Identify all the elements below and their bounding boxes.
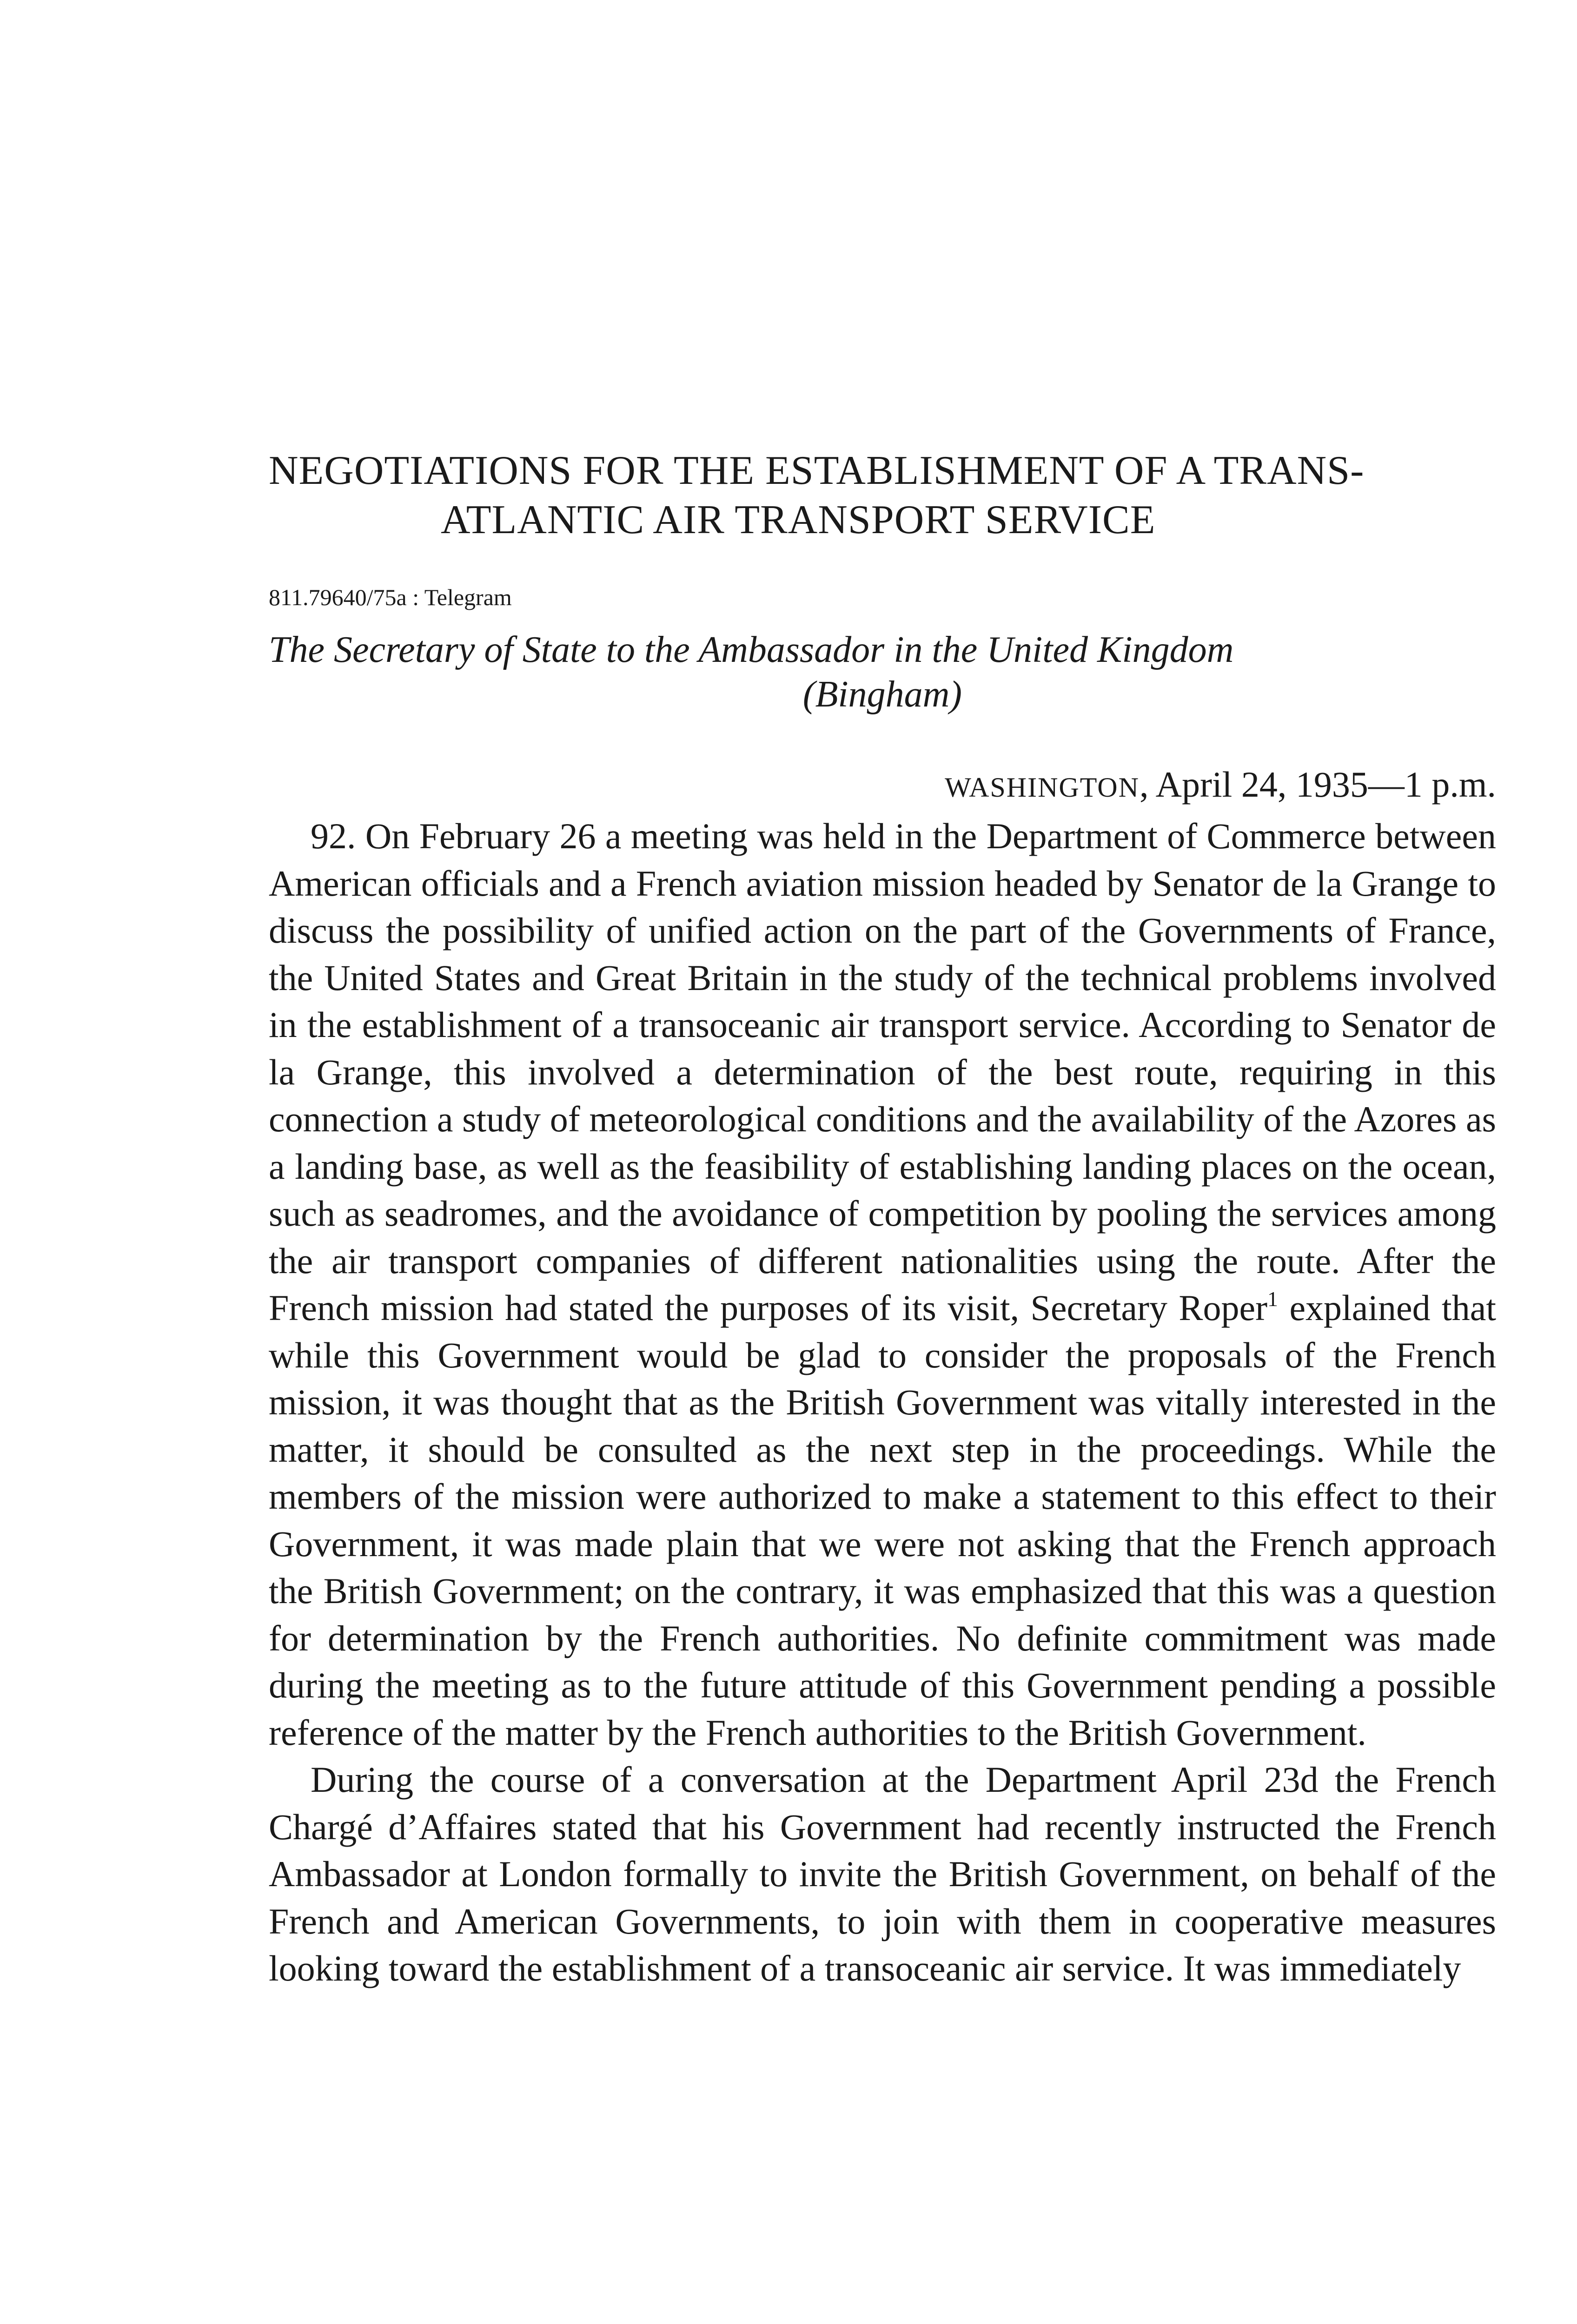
paragraph-1: [269, 812, 1496, 1756]
dateline-place: WASHINGTON: [945, 772, 1140, 803]
paragraph-2: During the course of a conversation at the Department April 23d the French Chargé d’Affaires stated that his Government had recently instructed the French Ambassador at London formally to invite the British Government, on behalf of the French and American Governments, to join with them in cooperative measures looking toward the establishment of a transoceanic air service. It was immediately: [269, 1759, 1496, 1988]
paragraph-1-part-2: explained that while this Government would be glad to consider the proposals of the French mission, it was thought that as the British Government was vitally interested in the matter, it should be consulted as the next step in the proceedings. While the members of the mission were authorized to make a statement to this effect to their Government, it was made plain that we were not asking that the French approach the British Government; on the contrary, it was emphasized that this was a question for determination by the French authorities. No definite commitment was made during the meeting as to the future attitude of this Government pending a possible reference of the matter by the French authorities to the British Government.: [269, 1287, 1496, 1753]
title-line-2: ATLANTIC AIR TRANSPORT SERVICE: [441, 497, 1156, 542]
addressee-line-1: The Secretary of State to the Ambassador in the United Kingdom: [269, 629, 1234, 670]
addressee-heading: [269, 627, 1496, 717]
page-title: [269, 446, 1496, 545]
title-line-1: NEGOTIATIONS FOR THE ESTABLISHMENT OF A TRANS-: [269, 448, 1365, 493]
footnote-reference-mark: 1: [1267, 1287, 1279, 1311]
paragraph-1-part-1: 92. On February 26 a meeting was held in the Department of Commerce between American officials and a French aviation mission headed by Senator de la Grange to discuss the possibility of unified action on the part of the Governments of France, the United States and Great Britain in the study of the technical problems involved in the establishment of a transoceanic air transport service. According to Senator de la Grange, this involved a determination of the best route, requiring in this connection a study of meteorological conditions and the availability of the Azores as a landing base, as well as the feasibility of establishing landing places on the ocean, such as seadromes, and the avoidance of competition by pooling the services among the air transport companies of different nationalities using the route. After the French mission had stated the purposes of its visit, Secretary Roper: [269, 816, 1496, 1328]
addressee-line-2: (Bingham): [802, 674, 962, 715]
telegram-body: [269, 812, 1496, 1992]
dateline-date: , April 24, 1935—1 p.m.: [1139, 764, 1496, 805]
dateline: [945, 762, 1496, 810]
document-page: [269, 0, 1496, 2324]
file-reference: 811.79640/75a : Telegram: [269, 584, 512, 610]
